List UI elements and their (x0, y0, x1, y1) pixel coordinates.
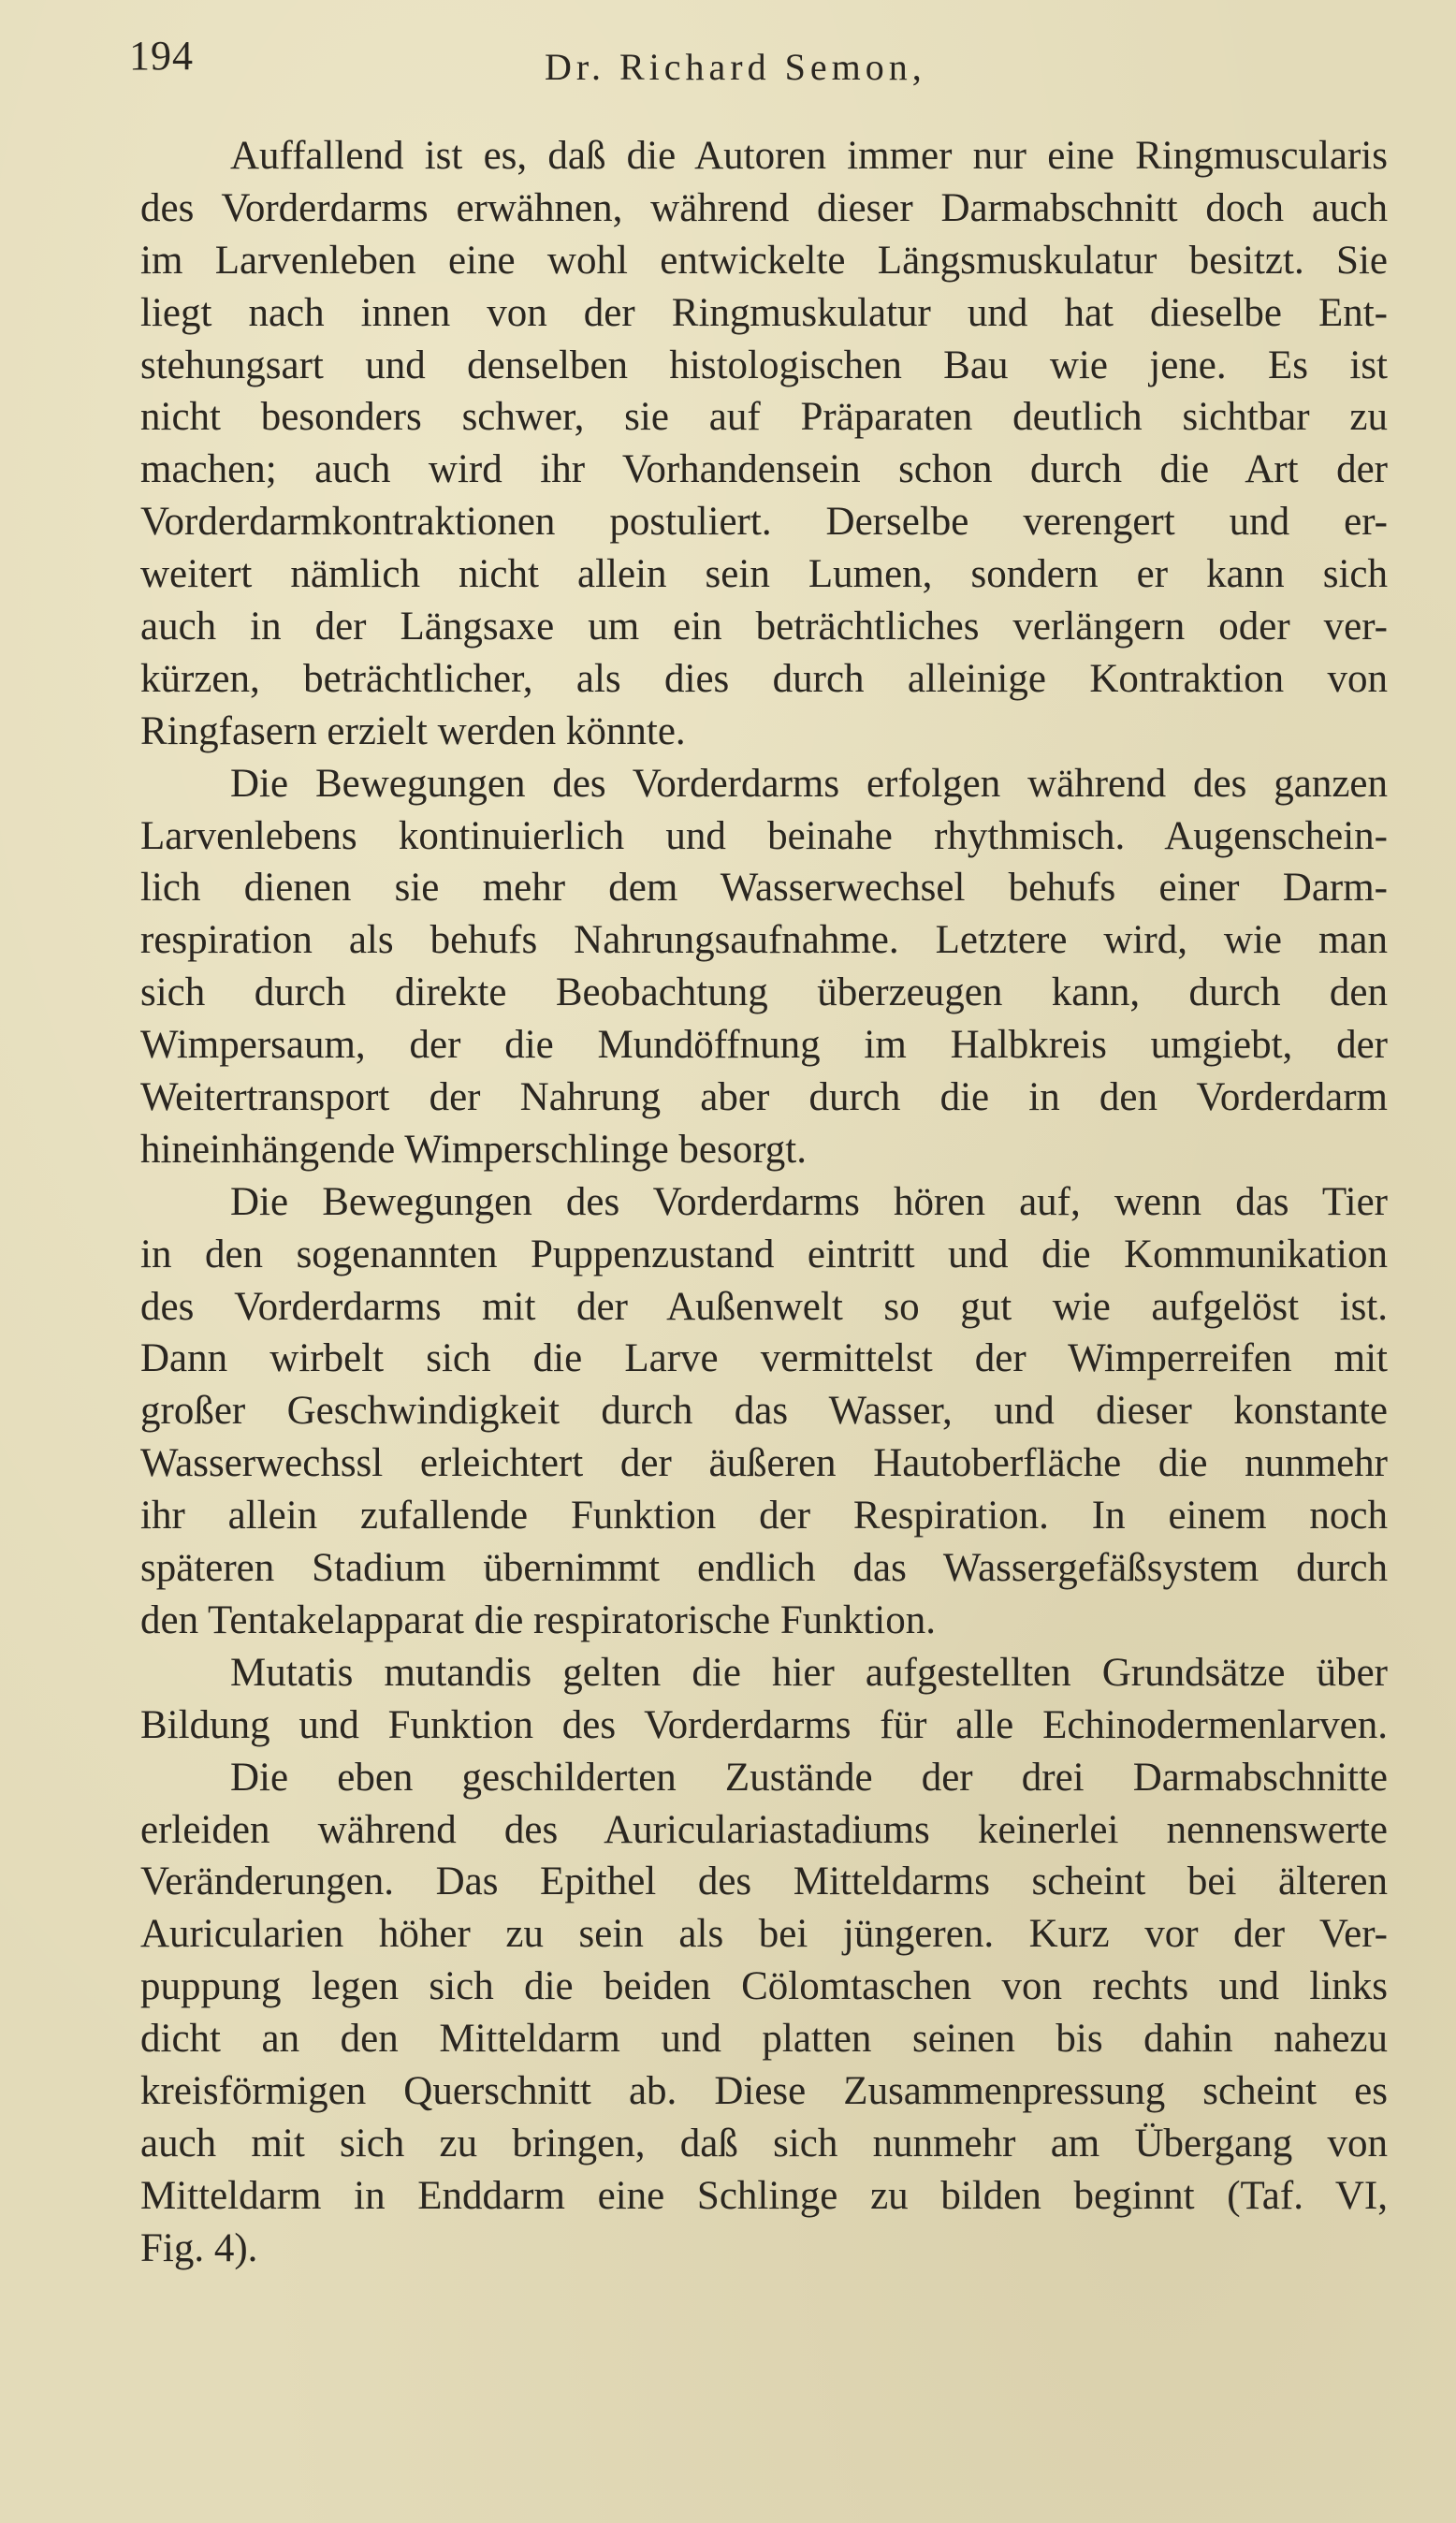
body-text (140, 130, 1388, 2275)
text-line: den Tentakelapparat die respiratorische Funktion. (140, 1597, 936, 1642)
text-line: Fig. 4). (140, 2225, 258, 2270)
paragraph (140, 1752, 1388, 2275)
text-line: respiration als behufs Nahrungsaufnahme. Letztere wird, wie man (140, 918, 1388, 963)
text-line: Die Bewegungen des Vorderdarms erfolgen während des ganzen (230, 761, 1388, 806)
text-line: weitert nämlich nicht allein sein Lumen, sondern er kann sich (140, 552, 1388, 597)
text-line: hineinhängende Wimperschlinge besorgt. (140, 1127, 807, 1172)
text-line: Weitertransport der Nahrung aber durch die in den Vorderdarm (140, 1075, 1388, 1120)
text-line: nicht besonders schwer, sie auf Präparaten deutlich sichtbar zu (140, 395, 1388, 440)
text-line: lich dienen sie mehr dem Wasserwechsel behufs einer Darm- (140, 866, 1388, 911)
text-line: Auffallend ist es, daß die Autoren immer nur eine Ringmuscularis (230, 134, 1388, 178)
paragraph (140, 130, 1388, 758)
text-line: kreisförmigen Querschnitt ab. Diese Zusammenpressung scheint es (140, 2068, 1388, 2113)
text-line: Auricularien höher zu sein als bei jüngeren. Kurz vor der Ver- (140, 1912, 1388, 1957)
text-line: Mutatis mutandis gelten die hier aufgestellten Grundsätze über (230, 1650, 1388, 1695)
text-line: Die eben geschilderten Zustände der drei Darmabschnitte (230, 1755, 1388, 1800)
text-line: Wasserwechssl erleichtert der äußeren Hautoberfläche die nunmehr (140, 1441, 1388, 1486)
text-line: des Vorderdarms erwähnen, während dieser Darmabschnitt doch auch (140, 185, 1388, 230)
text-line: dicht an den Mitteldarm und platten seinen bis dahin nahezu (140, 2017, 1388, 2062)
text-line: späteren Stadium übernimmt endlich das Wassergefäßsystem durch (140, 1546, 1388, 1591)
text-line: puppung legen sich die beiden Cölomtaschen von rechts und links (140, 1964, 1388, 2009)
text-line: Wimpersaum, der die Mundöffnung im Halbkreis umgiebt, der (140, 1023, 1388, 1068)
text-line: Vorderdarmkontraktionen postuliert. Derselbe verengert und er- (140, 500, 1388, 545)
text-line: erleiden während des Auriculariastadiums keinerlei nennenswerte (140, 1807, 1388, 1852)
text-line: machen; auch wird ihr Vorhandensein schon durch die Art der (140, 447, 1388, 492)
paragraph (140, 1647, 1388, 1752)
text-line: Dann wirbelt sich die Larve vermittelst der Wimperreifen mit (140, 1336, 1388, 1381)
text-line: des Vorderdarms mit der Außenwelt so gut wie aufgelöst ist. (140, 1284, 1388, 1329)
text-line: in den sogenannten Puppenzustand eintritt und die Kommunikation (140, 1232, 1388, 1276)
text-line: kürzen, beträchtlicher, als dies durch alleinige Kontraktion von (140, 656, 1388, 701)
text-line: im Larvenleben eine wohl entwickelte Längsmuskulatur besitzt. Sie (140, 238, 1388, 283)
text-line: liegt nach innen von der Ringmuskulatur und hat dieselbe Ent- (140, 290, 1388, 335)
text-line: sich durch direkte Beobachtung überzeugen kann, durch den (140, 970, 1388, 1015)
text-line: großer Geschwindigkeit durch das Wasser, und dieser konstante (140, 1389, 1388, 1434)
text-line: Bildung und Funktion des Vorderdarms für alle Echinodermenlarven. (140, 1702, 1388, 1747)
paragraph (140, 1176, 1388, 1647)
text-line: ihr allein zufallende Funktion der Respiration. In einem noch (140, 1494, 1388, 1539)
text-line: Die Bewegungen des Vorderdarms hören auf, wenn das Tier (230, 1179, 1388, 1224)
text-line: auch in der Längsaxe um ein beträchtliches verlängern oder ver- (140, 605, 1388, 649)
page-header (129, 24, 1388, 90)
page-number: 194 (129, 33, 194, 79)
text-line: auch mit sich zu bringen, daß sich nunmehr am Übergang von (140, 2121, 1388, 2166)
text-line: Mitteldarm in Enddarm eine Schlinge zu bilden beginnt (Taf. VI, (140, 2173, 1388, 2218)
text-line: Veränderungen. Das Epithel des Mitteldarms scheint bei älteren (140, 1859, 1388, 1904)
text-line: Larvenlebens kontinuierlich und beinahe rhythmisch. Augenschein- (140, 813, 1388, 858)
paragraph (140, 758, 1388, 1176)
text-line: stehungsart und denselben histologischen Bau wie jene. Es ist (140, 343, 1388, 387)
running-head: Dr. Richard Semon, (545, 46, 926, 88)
text-line: Ringfasern erzielt werden könnte. (140, 708, 686, 753)
